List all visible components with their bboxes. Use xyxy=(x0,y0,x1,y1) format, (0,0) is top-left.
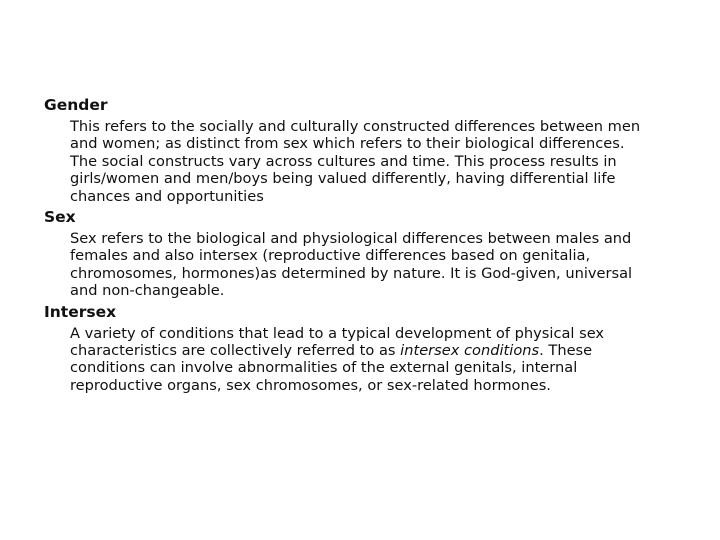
definition-sex xyxy=(70,230,682,300)
definition-line: chances and opportunities xyxy=(70,187,264,205)
term-sex: Sex xyxy=(44,208,76,227)
definition-line: girls/women and men/boys being valued differently, having differential life xyxy=(70,170,616,188)
definition-line: females and also intersex (reproductive differences based on genitalia, xyxy=(70,247,591,265)
term-gender: Gender xyxy=(44,96,108,114)
emphasized-term: intersex conditions xyxy=(400,342,540,360)
definition-text: characteristics are collectively referred to as xyxy=(70,342,401,360)
definition-line: reproductive organs, sex chromosomes, or sex-related hormones. xyxy=(70,376,551,394)
definition-line: A variety of conditions that lead to a typical development of physical sex xyxy=(70,324,605,342)
definition-line: The social constructs vary across cultures and time. This process results in xyxy=(70,152,617,170)
definition-line: This refers to the socially and culturally constructed differences between men xyxy=(70,118,641,135)
definition-gender xyxy=(70,118,682,205)
term-intersex: Intersex xyxy=(44,302,117,321)
definition-line: Sex refers to the biological and physiological differences between males and xyxy=(70,230,632,248)
definition-text: . These xyxy=(539,342,593,360)
definition-intersex xyxy=(70,325,682,395)
definition-line: and women; as distinct from sex which refers to their biological differences. xyxy=(70,135,625,153)
definition-line: and non-changeable. xyxy=(70,282,225,300)
definition-line: chromosomes, hormones)as determined by nature. It is God-given, universal xyxy=(70,264,633,282)
definitions-list xyxy=(44,96,684,397)
definition-line xyxy=(70,342,682,359)
definition-line: conditions can involve abnormalities of the external genitals, internal xyxy=(70,359,578,377)
